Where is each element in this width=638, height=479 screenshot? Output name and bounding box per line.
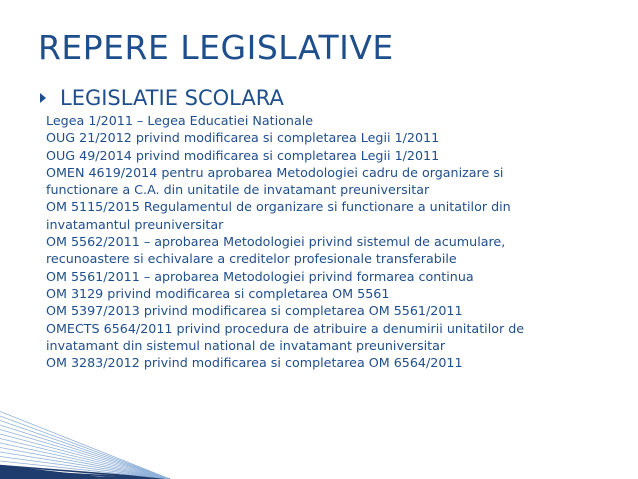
list-item-line: invatamantul preuniversitar: [46, 216, 224, 232]
list-item-line: OM 5561/2011 – aprobarea Metodologiei privind formarea continua: [46, 268, 474, 284]
list-item-line: OMECTS 6564/2011 privind procedura de atribuire a denumirii unitatilor de: [46, 320, 525, 336]
list-item-line: OM 3129 privind modificarea si completarea OM 5561: [46, 285, 390, 301]
legislation-list: [46, 112, 621, 371]
list-item: [46, 233, 621, 268]
list-item: [46, 147, 621, 164]
list-item: [46, 268, 621, 285]
list-item: [46, 285, 621, 302]
triangle-bullet-icon: [40, 93, 46, 103]
corner-decoration-icon: [0, 399, 170, 479]
list-item: [46, 198, 621, 233]
list-item-line: OUG 49/2014 privind modificarea si completarea Legii 1/2011: [46, 147, 440, 163]
list-item-line: OM 5562/2011 – aprobarea Metodologiei privind sistemul de acumulare,: [46, 234, 506, 250]
bullet-heading: [40, 86, 284, 110]
list-item: [46, 320, 621, 355]
list-item: [46, 129, 621, 146]
list-item-line: invatamant din sistemul national de invatamant preuniversitar: [46, 337, 446, 353]
list-item-line: OM 5397/2013 privind modificarea si completarea OM 5561/2011: [46, 303, 463, 319]
list-item-line: OM 5115/2015 Regulamentul de organizare si functionare a unitatilor din: [46, 199, 511, 215]
list-item-line: OUG 21/2012 privind modificarea si completarea Legii 1/2011: [46, 130, 440, 146]
slide-title: REPERE LEGISLATIVE: [38, 28, 394, 67]
list-item-line: recunoastere si echivalare a creditelor profesionale transferabile: [46, 251, 457, 267]
list-item-line: functionare a C.A. din unitatile de invatamant preuniversitar: [46, 182, 430, 198]
list-item-line: OM 3283/2012 privind modificarea si completarea OM 6564/2011: [46, 355, 463, 371]
bullet-heading-label: LEGISLATIE SCOLARA: [60, 86, 284, 110]
list-item: [46, 302, 621, 319]
list-item: [46, 112, 621, 129]
list-item-line: Legea 1/2011 – Legea Educatiei Nationale: [46, 113, 314, 128]
list-item: [46, 354, 621, 371]
list-item: [46, 164, 621, 199]
list-item-line: OMEN 4619/2014 pentru aprobarea Metodologiei cadru de organizare si: [46, 164, 504, 180]
